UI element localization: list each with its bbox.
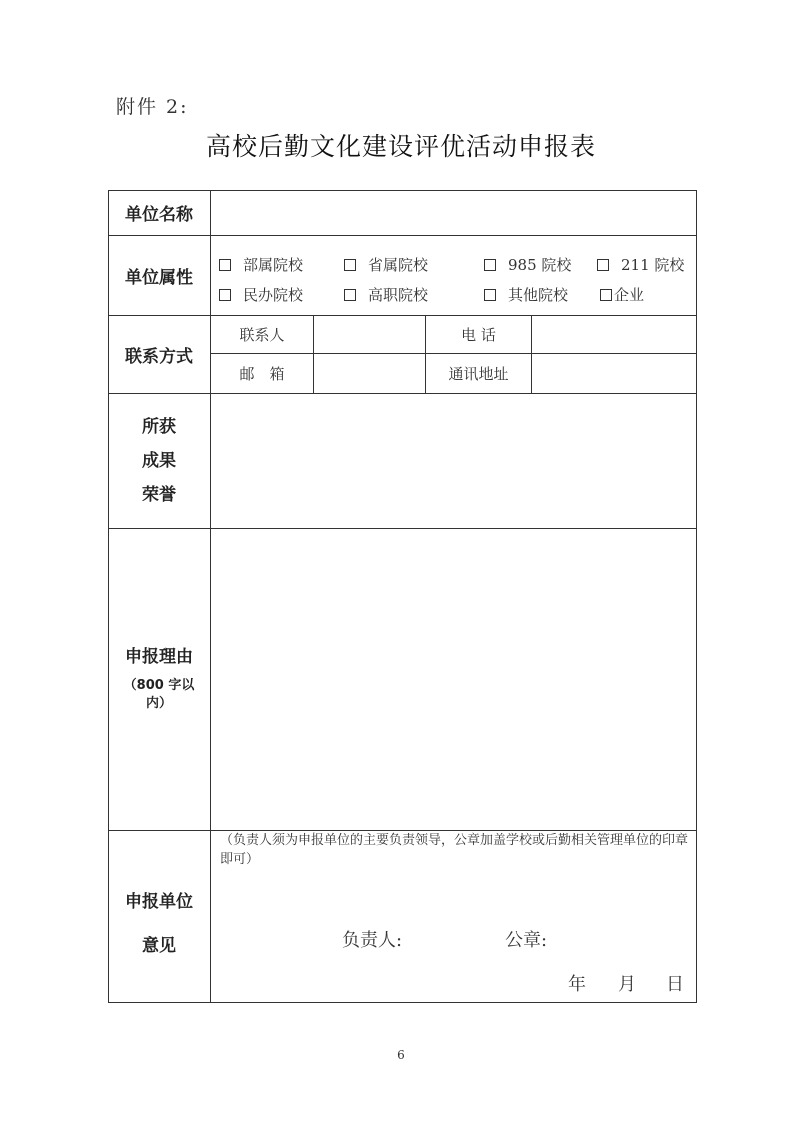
reason-label-block [108, 528, 210, 830]
unit-type-option[interactable] [219, 254, 303, 275]
attachment-label: 附件 2: [116, 96, 189, 118]
reason-field[interactable] [211, 529, 696, 830]
page-number: 6 [397, 1048, 405, 1062]
date-month-label: 月 [618, 974, 636, 995]
unit-type-option[interactable] [600, 284, 644, 305]
email-label: 邮 箱 [239, 365, 285, 383]
reason-note-line: 内） [145, 696, 172, 711]
opinion-instruction: （负责人须为申报单位的主要负责领导，公章加盖学校或后勤相关管理单位的印章即可） [220, 833, 689, 867]
honors-field[interactable] [211, 394, 696, 528]
checkbox-icon[interactable] [219, 289, 231, 301]
opinion-label [108, 880, 210, 980]
label-line: 申报单位 [125, 892, 193, 912]
option-label: 民办院校 [243, 286, 304, 304]
unit-type-option[interactable] [597, 254, 684, 275]
label-line: 意见 [142, 936, 176, 956]
option-label: 部属院校 [243, 256, 304, 274]
responsible-person-label: 负责人: [342, 930, 403, 951]
checkbox-icon[interactable] [344, 259, 356, 271]
form-title: 高校后勤文化建设评优活动申报表 [205, 132, 596, 161]
unit-type-option[interactable] [344, 254, 428, 275]
seal-label: 公章: [505, 930, 548, 951]
reason-label: 申报理由 [125, 647, 193, 667]
unit-type-label: 单位属性 [125, 267, 193, 288]
checkbox-icon[interactable] [344, 289, 356, 301]
label-line: 成果 [142, 450, 176, 471]
table-border-bottom [108, 1002, 697, 1003]
phone-label: 电 话 [461, 326, 496, 344]
unit-name-field[interactable] [211, 191, 696, 235]
option-label: 企业 [614, 286, 645, 304]
option-label: 省属院校 [368, 256, 429, 274]
checkbox-icon[interactable] [219, 259, 231, 271]
unit-name-label: 单位名称 [125, 205, 193, 225]
unit-type-option[interactable] [344, 284, 428, 305]
label-line: 荣誉 [142, 484, 176, 505]
checkbox-icon[interactable] [484, 259, 496, 271]
address-label: 通讯地址 [448, 365, 509, 383]
option-label: 高职院校 [368, 286, 429, 304]
date-year-label: 年 [568, 974, 586, 995]
phone-field[interactable] [532, 316, 696, 353]
date-day-label: 日 [666, 974, 684, 995]
option-label: 985 院校 [508, 256, 572, 274]
option-label: 其他院校 [508, 286, 569, 304]
reason-note-line: （800 字以 [123, 678, 195, 693]
option-label: 211 院校 [621, 256, 685, 274]
email-field[interactable] [314, 354, 425, 393]
contact-person-field[interactable] [314, 316, 425, 353]
application-form-table [108, 190, 697, 1003]
table-border-right [696, 190, 697, 1003]
unit-type-option[interactable] [219, 284, 303, 305]
checkbox-icon[interactable] [597, 259, 609, 271]
label-line: 所获 [142, 416, 176, 437]
contact-label: 联系方式 [125, 346, 193, 367]
contact-person-label: 联系人 [239, 326, 285, 344]
unit-type-option[interactable] [484, 284, 568, 305]
checkbox-icon[interactable] [484, 289, 496, 301]
honors-label [108, 393, 210, 528]
address-field[interactable] [532, 354, 696, 393]
unit-type-option[interactable] [484, 254, 571, 275]
checkbox-icon[interactable] [600, 289, 612, 301]
